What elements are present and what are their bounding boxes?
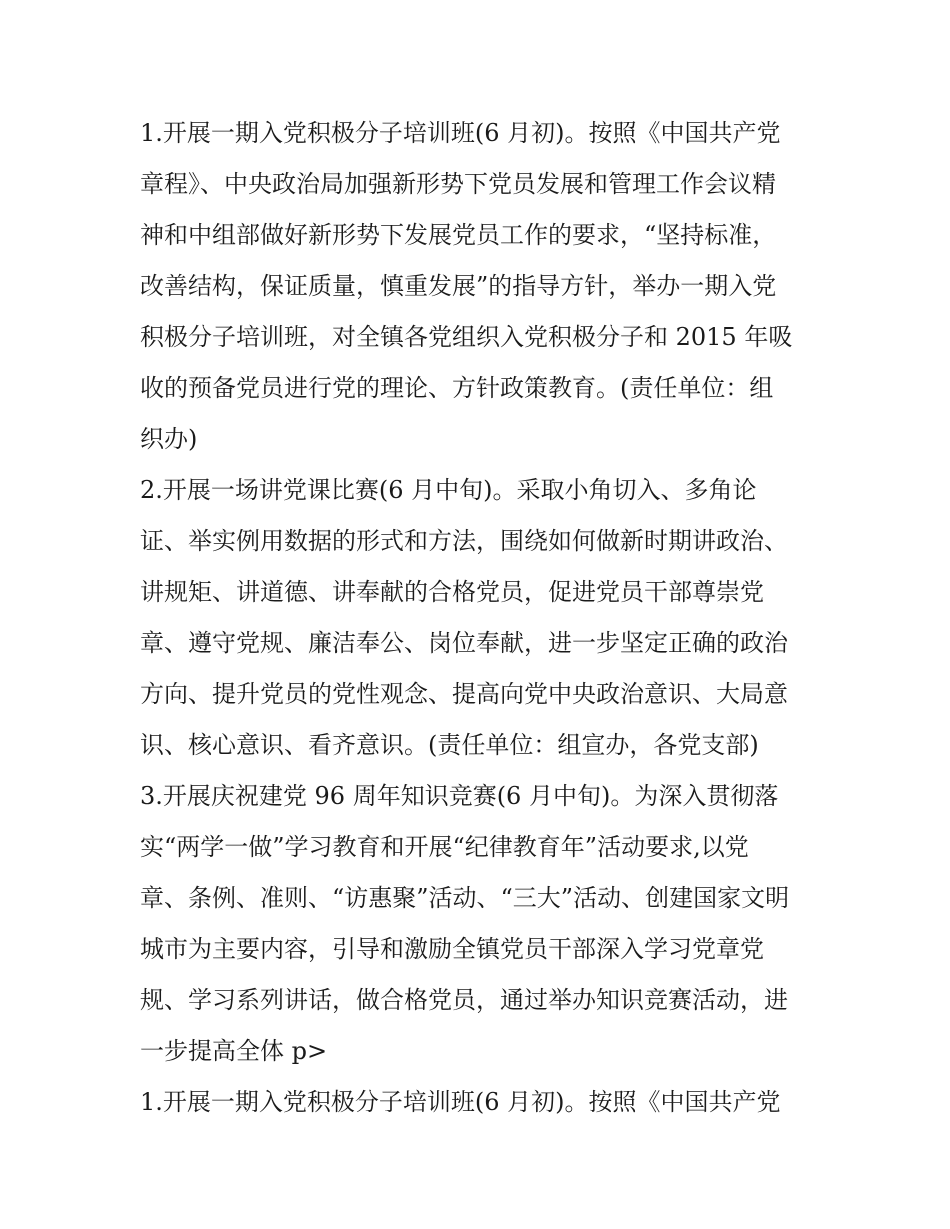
text-line: 2.开展一场讲党课比赛(6 月中旬)。采取小角切入、多角论 bbox=[140, 476, 757, 504]
text-line: 城市为主要内容，引导和激励全镇党员干部深入学习党章党 bbox=[140, 935, 764, 963]
text-line: 规、学习系列讲话，做合格党员，通过举办知识竞赛活动，进 bbox=[140, 986, 788, 1014]
text-line: 神和中组部做好新形势下发展党员工作的要求，“坚持标准， bbox=[140, 221, 777, 249]
text-line: 章程》、中央政治局加强新形势下党员发展和管理工作会议精 bbox=[140, 170, 776, 198]
document-body bbox=[140, 108, 820, 1128]
text-line: 1.开展一期入党积极分子培训班(6 月初)。按照《中国共产党 bbox=[140, 1088, 781, 1116]
text-line: 织办) bbox=[140, 425, 198, 453]
text-line: 积极分子培训班，对全镇各党组织入党积极分子和 2015 年吸 bbox=[140, 323, 793, 351]
text-line: 章、遵守党规、廉洁奉公、岗位奉献，进一步坚定正确的政治 bbox=[140, 629, 788, 657]
text-line: 收的预备党员进行党的理论、方针政策教育。(责任单位：组 bbox=[140, 374, 774, 402]
text-line: 讲规矩、讲道德、讲奉献的合格党员，促进党员干部尊崇党 bbox=[140, 578, 764, 606]
text-line: 1.开展一期入党积极分子培训班(6 月初)。按照《中国共产党 bbox=[140, 119, 781, 147]
text-line: 3.开展庆祝建党 96 周年知识竞赛(6 月中旬)。为深入贯彻落 bbox=[140, 782, 779, 810]
text-line: 方向、提升党员的党性观念、提高向党中央政治意识、大局意 bbox=[140, 680, 788, 708]
text-line: 一步提高全体 p> bbox=[140, 1037, 328, 1065]
text-line: 实“两学一做”学习教育和开展“纪律教育年”活动要求,以党 bbox=[140, 833, 749, 861]
text-line: 证、举实例用数据的形式和方法，围绕如何做新时期讲政治、 bbox=[140, 527, 788, 555]
text-line: 改善结构，保证质量，慎重发展”的指导方针，举办一期入党 bbox=[140, 272, 777, 300]
text-line: 识、核心意识、看齐意识。(责任单位：组宣办，各党支部) bbox=[140, 731, 759, 759]
text-line: 章、条例、准则、“访惠聚”活动、“三大”活动、创建国家文明 bbox=[140, 884, 790, 912]
